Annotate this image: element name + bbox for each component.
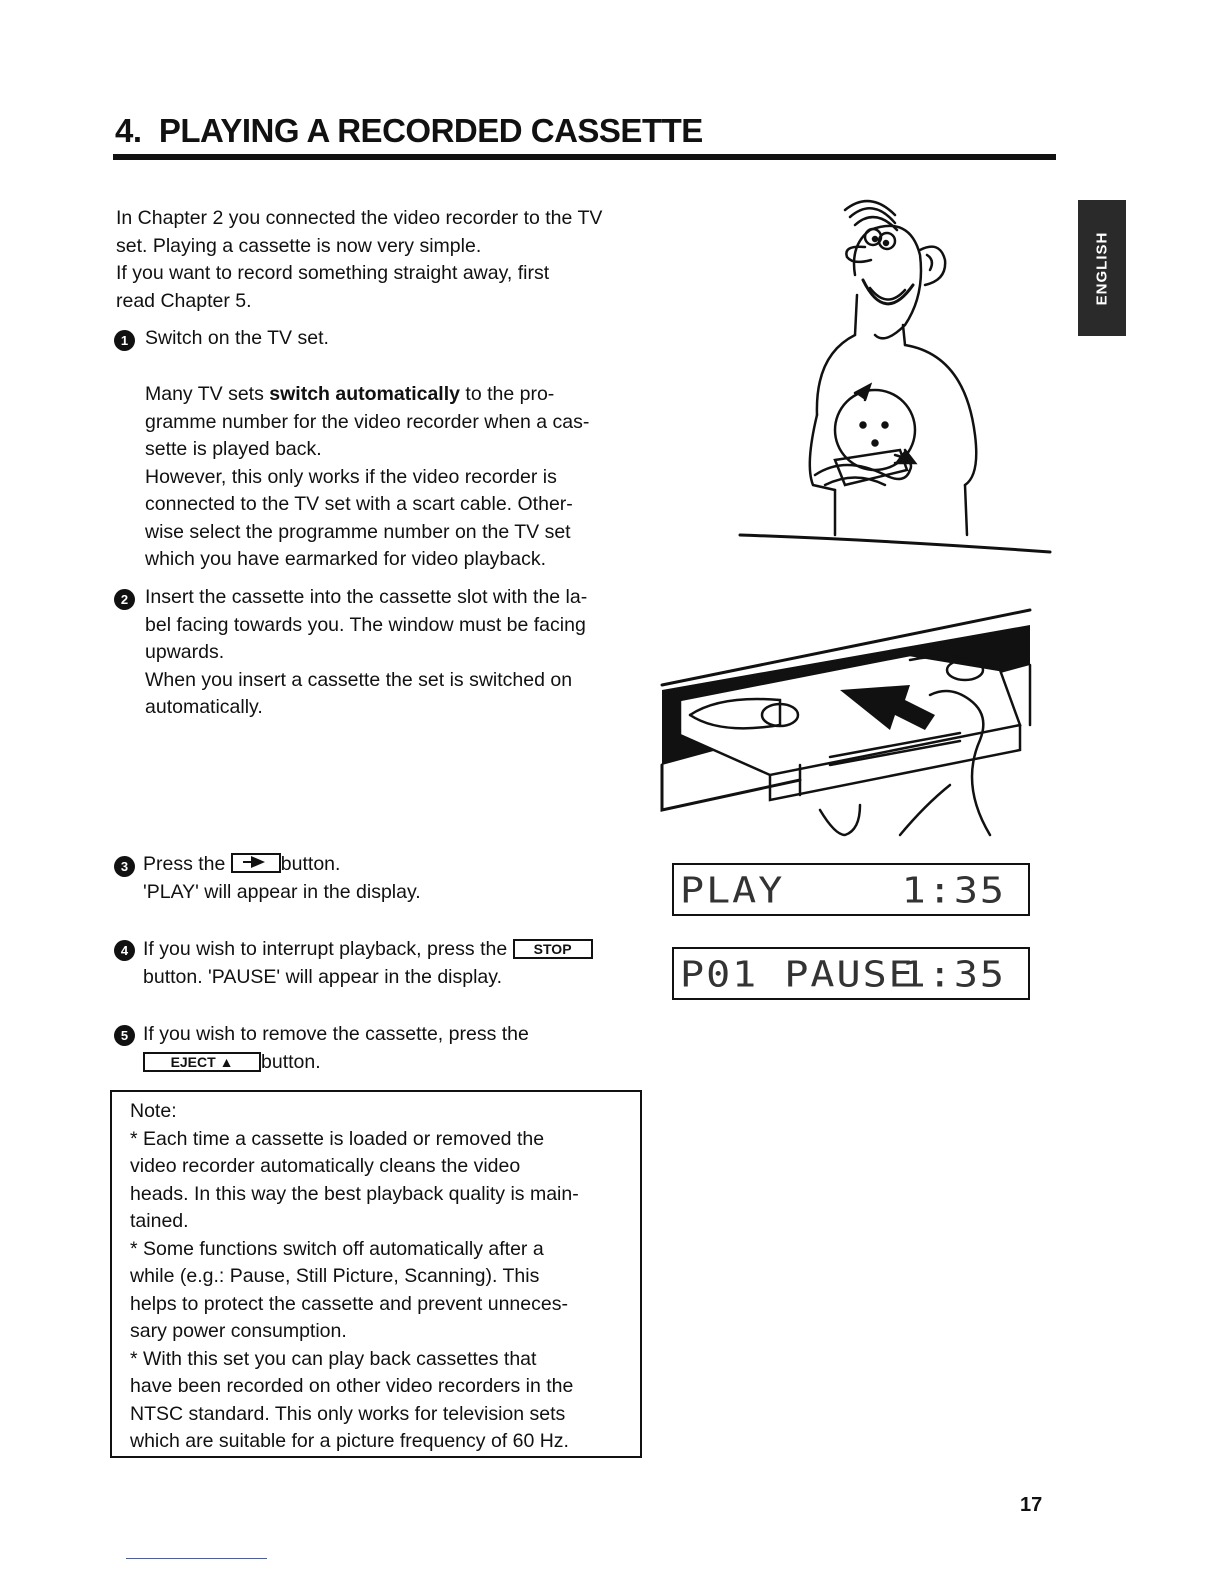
intro-paragraph [116,205,676,315]
play-icon [243,855,269,869]
note-line: heads. In this way the best playback quality is main- [130,1182,579,1205]
language-tab [1078,200,1126,336]
step-4-text: If you wish to interrupt playback, press the STOP button. 'PAUSE' will appear in the display. [143,936,593,991]
lcd-display-pause [672,947,1030,1000]
language-tab-label: ENGLISH [1093,231,1111,305]
lcd-play-left: PLAY [680,870,785,912]
step-1-detail-line: connected to the TV set with a scart cable. Other- [145,493,573,515]
step-1-detail-line: sette is played back. [145,438,322,460]
emphasis-switch-automatically: switch automatically [269,383,460,405]
step-5-number: 5 [114,1025,135,1046]
cassette-insertion-illustration [660,605,1035,837]
step-4-number: 4 [114,940,135,961]
step-2-text: Insert the cassette into the cassette slot with the la- bel facing towards you. The window must be facing upwards. When you insert a cassette the set is switched on automatically. [145,586,588,718]
step-1-detail-line: wise select the programme number on the TV set [145,520,571,543]
note-line: * Each time a cassette is loaded or removed the [130,1127,545,1150]
intro-line: read Chapter 5. [116,289,252,312]
step-1-number: 1 [114,330,135,351]
note-line: * With this set you can play back cassettes that [130,1347,537,1370]
intro-line: If you want to record something straight away, first [116,262,550,284]
step-5-text: If you wish to remove the cassette, press the EJECT ▲ button. [143,1023,529,1073]
title-rule [113,154,1056,160]
lcd-pause-left: P01 PAUSE [680,954,915,996]
note-line: which are suitable for a picture frequency of 60 Hz. [130,1430,569,1452]
page-title: 4. PLAYING A RECORDED CASSETTE [115,112,703,149]
step-3-number: 3 [114,856,135,877]
step-1-detail-line: gramme number for the video recorder when a cas- [145,410,590,433]
step-1-detail-line: However, this only works if the video recorder is [145,465,557,488]
note-line: tained. [130,1210,189,1232]
lcd-pause-time: 1:35 [901,954,1006,996]
note-line: while (e.g.: Pause, Still Picture, Scanning). This [130,1265,540,1287]
intro-line: In Chapter 2 you connected the video recorder to the TV [116,207,603,229]
step-1-detail-line: Many TV sets switch automatically to the pro- [145,383,555,405]
step-1-detail [145,381,665,574]
man-holding-cassette-illustration [735,185,1055,555]
note-line: have been recorded on other video recorders in the [130,1375,574,1397]
play-button-symbol [231,853,281,873]
footer-rule [126,1558,267,1559]
step-3-text: Press the button. 'PLAY' will appear in the display. [143,853,421,903]
note-line: * Some functions switch off automatically after a [130,1237,544,1260]
page-number: 17 [1020,1494,1043,1516]
lcd-display-play [672,863,1030,916]
step-1-detail-line: which you have earmarked for video playback. [145,548,547,570]
intro-line: set. Playing a cassette is now very simple. [116,234,482,257]
stop-button-label: STOP [513,939,593,959]
step-1-text: Switch on the TV set. [145,327,329,349]
note-box [110,1090,642,1458]
note-heading: Note: [130,1100,177,1122]
step-2-number: 2 [114,589,135,610]
note-line: NTSC standard. This only works for television sets [130,1402,566,1425]
note-line: helps to protect the cassette and prevent unneces- [130,1292,568,1315]
note-line: video recorder automatically cleans the video [130,1155,521,1177]
lcd-play-time: 1:35 [901,870,1006,912]
eject-button-label: EJECT ▲ [143,1052,261,1072]
note-line: sary power consumption. [130,1320,347,1342]
